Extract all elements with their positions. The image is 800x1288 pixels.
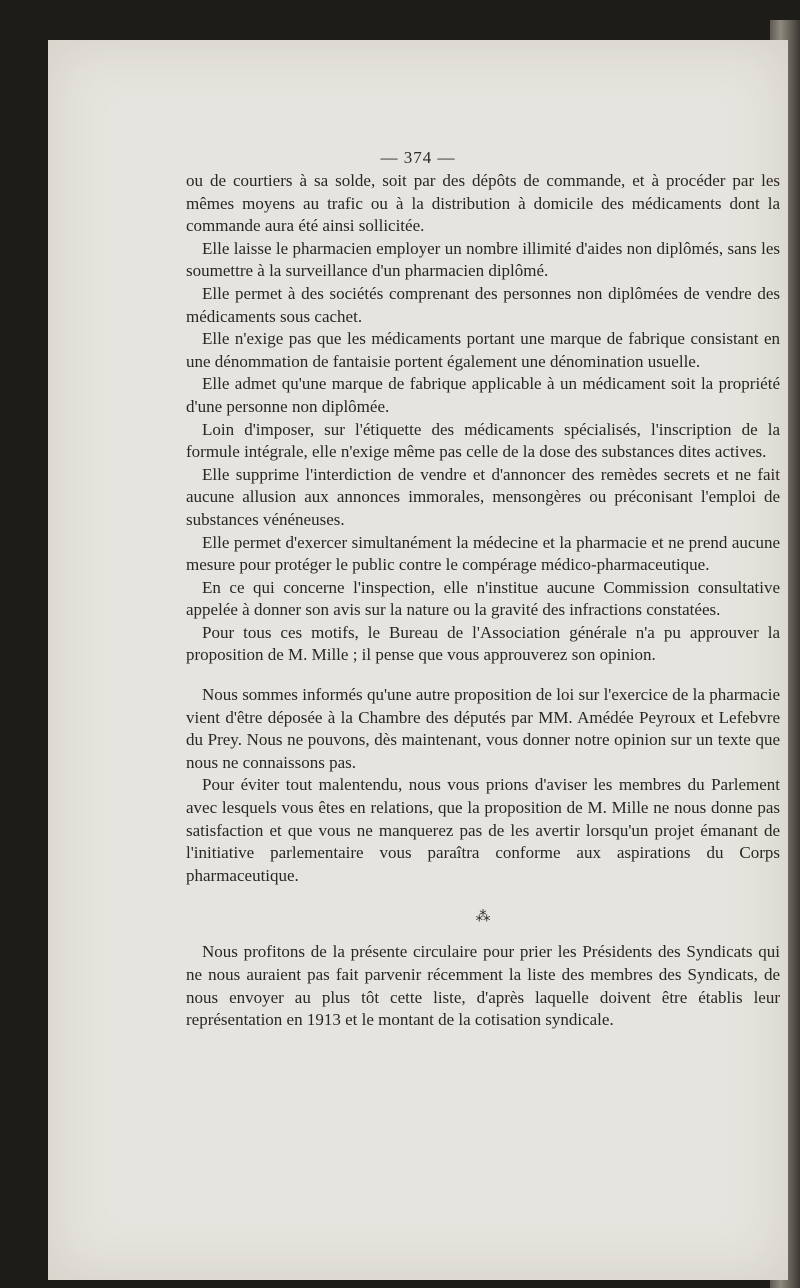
closing-paragraph: Nous profitons de la présente circulaire pour prier les Présidents des Syndicats qui ne nous auraient pas fait parvenir récemment la liste des membres des Syndicats, de nous envoyer au plus tôt cette liste, d'après laquelle doivent être établis leur représentation en 1913 et le montant de la cotisation syndicale. [186,942,780,1030]
asterism-separator: ⁂ [475,909,491,926]
paragraph: Loin d'imposer, sur l'étiquette des médicaments spécialisés, l'inscription de la formule intégrale, elle n'exige même pas celle de la dose des substances dites actives. [186,419,780,462]
paragraph: En ce qui concerne l'inspection, elle n'institue aucune Commission consultative appelée à donner son avis sur la nature ou la gravité des infractions constatées. [186,577,780,620]
paragraph: Nous sommes informés qu'une autre proposition de loi sur l'exercice de la pharmacie vient d'être déposée à la Chambre des députés par MM. Amédée Peyroux et Lefebvre du Prey. Nous ne pouvons, dès maintenant, vous donner notre opinion sur un texte que nous ne connaissons pas. [186,685,780,772]
paragraph: ou de courtiers à sa solde, soit par des dépôts de commande, et à procéder par les mêmes moyens au trafic ou à la distribution à domicile des médicaments dont la commande aura été ainsi sollicitée. [186,171,780,236]
paragraph: Elle n'exige pas que les médicaments portant une marque de fabrique consistant en une dénommation de fantaisie portent également une dénomination usuelle. [186,329,780,371]
paragraph: Elle permet à des sociétés comprenant des personnes non diplômées de vendre des médicaments sous cachet. [186,283,780,326]
body-text [186,170,780,1032]
paragraph: Pour tous ces motifs, le Bureau de l'Association générale n'a pu approuver la proposition de M. Mille ; il pense que vous approuverez son opinion. [186,622,780,665]
paragraph: Pour éviter tout malentendu, nous vous prions d'aviser les membres du Parlement avec lesquels vous êtes en relations, que la proposition de M. Mille ne nous donne pas satisfaction et que vous ne manquerez pas de les avertir lorsqu'un projet émanant de l'initiative parlementaire vous paraîtra conforme aux aspirations du Corps pharmaceutique. [186,775,780,885]
paragraph: Elle permet d'exercer simultanément la médecine et la pharmacie et ne prend aucune mesure pour protéger le public contre le compérage médico-pharmaceutique. [186,532,780,575]
page-number: — 374 — [380,148,456,167]
paragraph: Elle supprime l'interdiction de vendre et d'annoncer des remèdes secrets et ne fait aucune allusion aux annonces immorales, mensongères ou préconisant l'emploi de substances vénéneuses. [186,464,780,529]
paragraph: Elle laisse le pharmacien employer un nombre illimité d'aides non diplômés, sans les soumettre à la surveillance d'un pharmacien diplômé. [186,238,780,281]
paragraph: Elle admet qu'une marque de fabrique applicable à un médicament soit la propriété d'une personne non diplômée. [186,374,780,416]
